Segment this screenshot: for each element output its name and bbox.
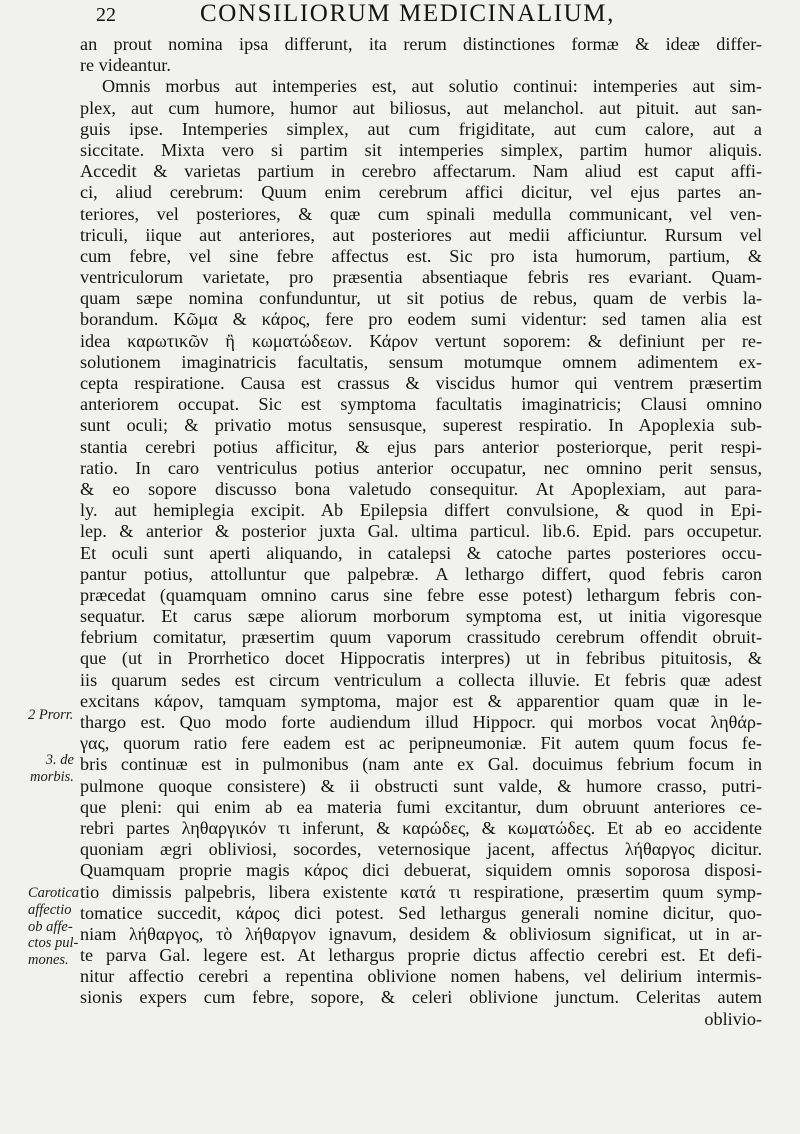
text-line: ventriculorum varietate, pro præsentia absentiaque febris res evariant. Quam-: [80, 267, 762, 288]
margin-note-line: mones.: [28, 952, 69, 969]
text-line: quoniam ægri obliviosi, socordes, veternosique jacent, affectus λήθαργος dicitur.: [80, 839, 762, 860]
text-line: ly. aut hemiplegia excipit. Ab Epilepsia differt convulsione, & quod in Epi-: [80, 500, 762, 521]
text-line: idea καρωτικῶν ἢ κωματώδεων. Κάρον vertunt soporem: & definiunt per re-: [80, 330, 762, 351]
text-line: anteriorem occupat. Sic est symptoma facultatis imaginatricis; Clausi omnino: [80, 394, 762, 415]
text-line: stantia cerebri potius afficitur, & ejus pars anterior posteriorque, perit respi-: [80, 436, 762, 457]
text-line: γας, quorum ratio fere eadem est ac peripneumoniæ. Fit autem quum focus fe-: [80, 733, 762, 754]
page-number: 22: [96, 4, 116, 26]
text-line: cepta respiratione. Causa est crassus & viscidus humor qui ventrem præsertim: [80, 373, 762, 393]
margin-note-line: ob affe-: [28, 918, 73, 935]
text-line: siccitate. Mixta vero si partim sit intemperies simplex, partim humor aliquis.: [80, 139, 762, 160]
text-line: que (ut in Prorrhetico docet Hippocratis interpres) ut in febribus pituitosis, &: [80, 648, 762, 669]
text-line: solutionem imaginatricis facultatis, sensum motumque omnem adimentem ex-: [80, 351, 762, 372]
text-line: lep. & anterior & posterior juxta Gal. ultima particul. lib.6. Epid. pars occupetur.: [80, 521, 762, 542]
text-line: quam sæpe nomina confunduntur, ut sit potius de rebus, quam de verbis la-: [80, 288, 762, 309]
text-line: cum febre, vel sine febre affectus est. Sic pro ista humorum, partium, &: [80, 245, 762, 266]
text-line: præcedat (quamquam omnino carus sine febre esse potest) lethargum febris con-: [80, 584, 762, 605]
margin-note-de-morbis: [30, 752, 74, 786]
text-line: iis quarum sedes est circum ventriculum a collecta illuvie. Et febris quæ adest: [80, 669, 762, 690]
text-line: teriores, vel posteriores, & quæ cum spinali medulla communicant, vel ven-: [80, 203, 762, 224]
text-line: tio dimissis palpebris, libera existente κατά τι respiratione, præsertim quum symp-: [80, 881, 762, 902]
text-line: sunt oculi; & privatio motus sensusque, superest respiratio. In Apoplexia sub-: [80, 415, 762, 436]
body-text: [80, 34, 762, 1030]
text-line: febrium comitatur, præsertim quum vaporum crassitudo cerebrum offendit obruit-: [80, 627, 762, 648]
text-line: ratio. In caro ventriculus potius anterior occupatur, nec omnino perit sensus,: [80, 457, 762, 478]
text-line: Omnis morbus aut intemperies est, aut solutio continui: intemperies aut sim-: [102, 76, 762, 97]
text-line: Quamquam proprie magis κάρος dici debuerat, siquidem omnis soporosa disposi-: [80, 860, 762, 881]
text-line: & eo sopore discusso bona valetudo consequitur. At Apoplexiam, aut para-: [80, 478, 762, 499]
text-line: te parva Gal. legere est. At lethargus proprie dictus affectio cerebri est. Et defi-: [80, 945, 762, 966]
margin-note-line: Carotica: [28, 885, 80, 901]
margin-note-line: morbis.: [30, 768, 74, 785]
text-line: borandum. Κῶμα & κάρος, fere pro eodem sumi videntur: sed tamen alia est: [80, 309, 762, 330]
text-line: ci, aliud cerebrum: Quum enim cerebrum affici dicitur, vel ejus partes an-: [80, 182, 762, 203]
running-head: CONSILIORUM MEDICINALIUM,: [200, 0, 615, 27]
text-line: excitans κάρον, tamquam symptoma, major est & apparentior quam quæ in le-: [80, 690, 762, 711]
margin-note-prorrhetic: [28, 707, 73, 724]
text-line: Et oculi sunt aperti aliquando, in catalepsi & catoche partes posteriores occu-: [80, 542, 762, 563]
text-line: niam λήθαργος, τὸ λήθαργον ignavum, desidem & obliviosum significat, ut in ar-: [80, 923, 762, 944]
text-line: que pleni: qui enim ab ea materia fumi excitantur, dum obruunt anteriores ce-: [80, 796, 762, 817]
catchword: oblivio-: [704, 1008, 762, 1029]
margin-note-line: affectio: [28, 901, 72, 918]
text-line: thargo est. Quo modo forte audiendum illud Hippocr. qui morbos vocat ληθάρ-: [80, 712, 762, 732]
text-line: rebri partes ληθαργικόν τι inferunt, & καρώδες, & κωματώδες. Et ab eo accidente: [80, 817, 762, 838]
margin-note-line: ctos pul-: [28, 935, 79, 952]
text-line: Accedit & varietas partium in cerebro affectarum. Nam aliud est caput affi-: [80, 161, 762, 182]
text-line: triculi, iique aut anteriores, aut posteriores aut medii afficiuntur. Rursum vel: [80, 224, 762, 245]
text-line: guis ipse. Intemperies simplex, aut cum frigiditate, aut cum calore, aut a: [80, 118, 762, 139]
text-line: sequatur. Et carus sæpe aliorum morborum symptoma est, ut initia vigoresque: [80, 606, 762, 627]
text-line: re videantur.: [80, 55, 171, 76]
text-line: sionis expers cum febre, sopore, & celeri oblivione junctum. Celeritas autem: [80, 987, 762, 1008]
text-line: tomatice succedit, κάρος dici potest. Sed lethargus generali nomine dicitur, quo-: [80, 902, 762, 923]
text-line: pantur potius, attolluntur que palpebræ. A lethargo differt, quod febris caron: [80, 563, 762, 584]
text-line: nitur affectio cerebri a repentina oblivione nomen habens, vel delirium intermis-: [80, 966, 762, 987]
text-line: pulmone quoque consistere) & ii obstructi sunt valde, & humore crasso, putri-: [80, 775, 762, 796]
margin-note-carotica: [28, 885, 79, 969]
text-line: plex, aut cum humore, humor aut biliosus, aut melanchol. aut pituit. aut san-: [80, 97, 762, 118]
text-line: an prout nomina ipsa differunt, ita rerum distinctiones formæ & ideæ differ-: [80, 34, 762, 54]
text-line: bris continuæ est in pulmonibus (nam ante ex Gal. docuimus febrium focum in: [80, 754, 762, 775]
margin-note-line: 2 Prorr.: [28, 707, 74, 723]
margin-note-line: 3. de: [45, 752, 74, 768]
